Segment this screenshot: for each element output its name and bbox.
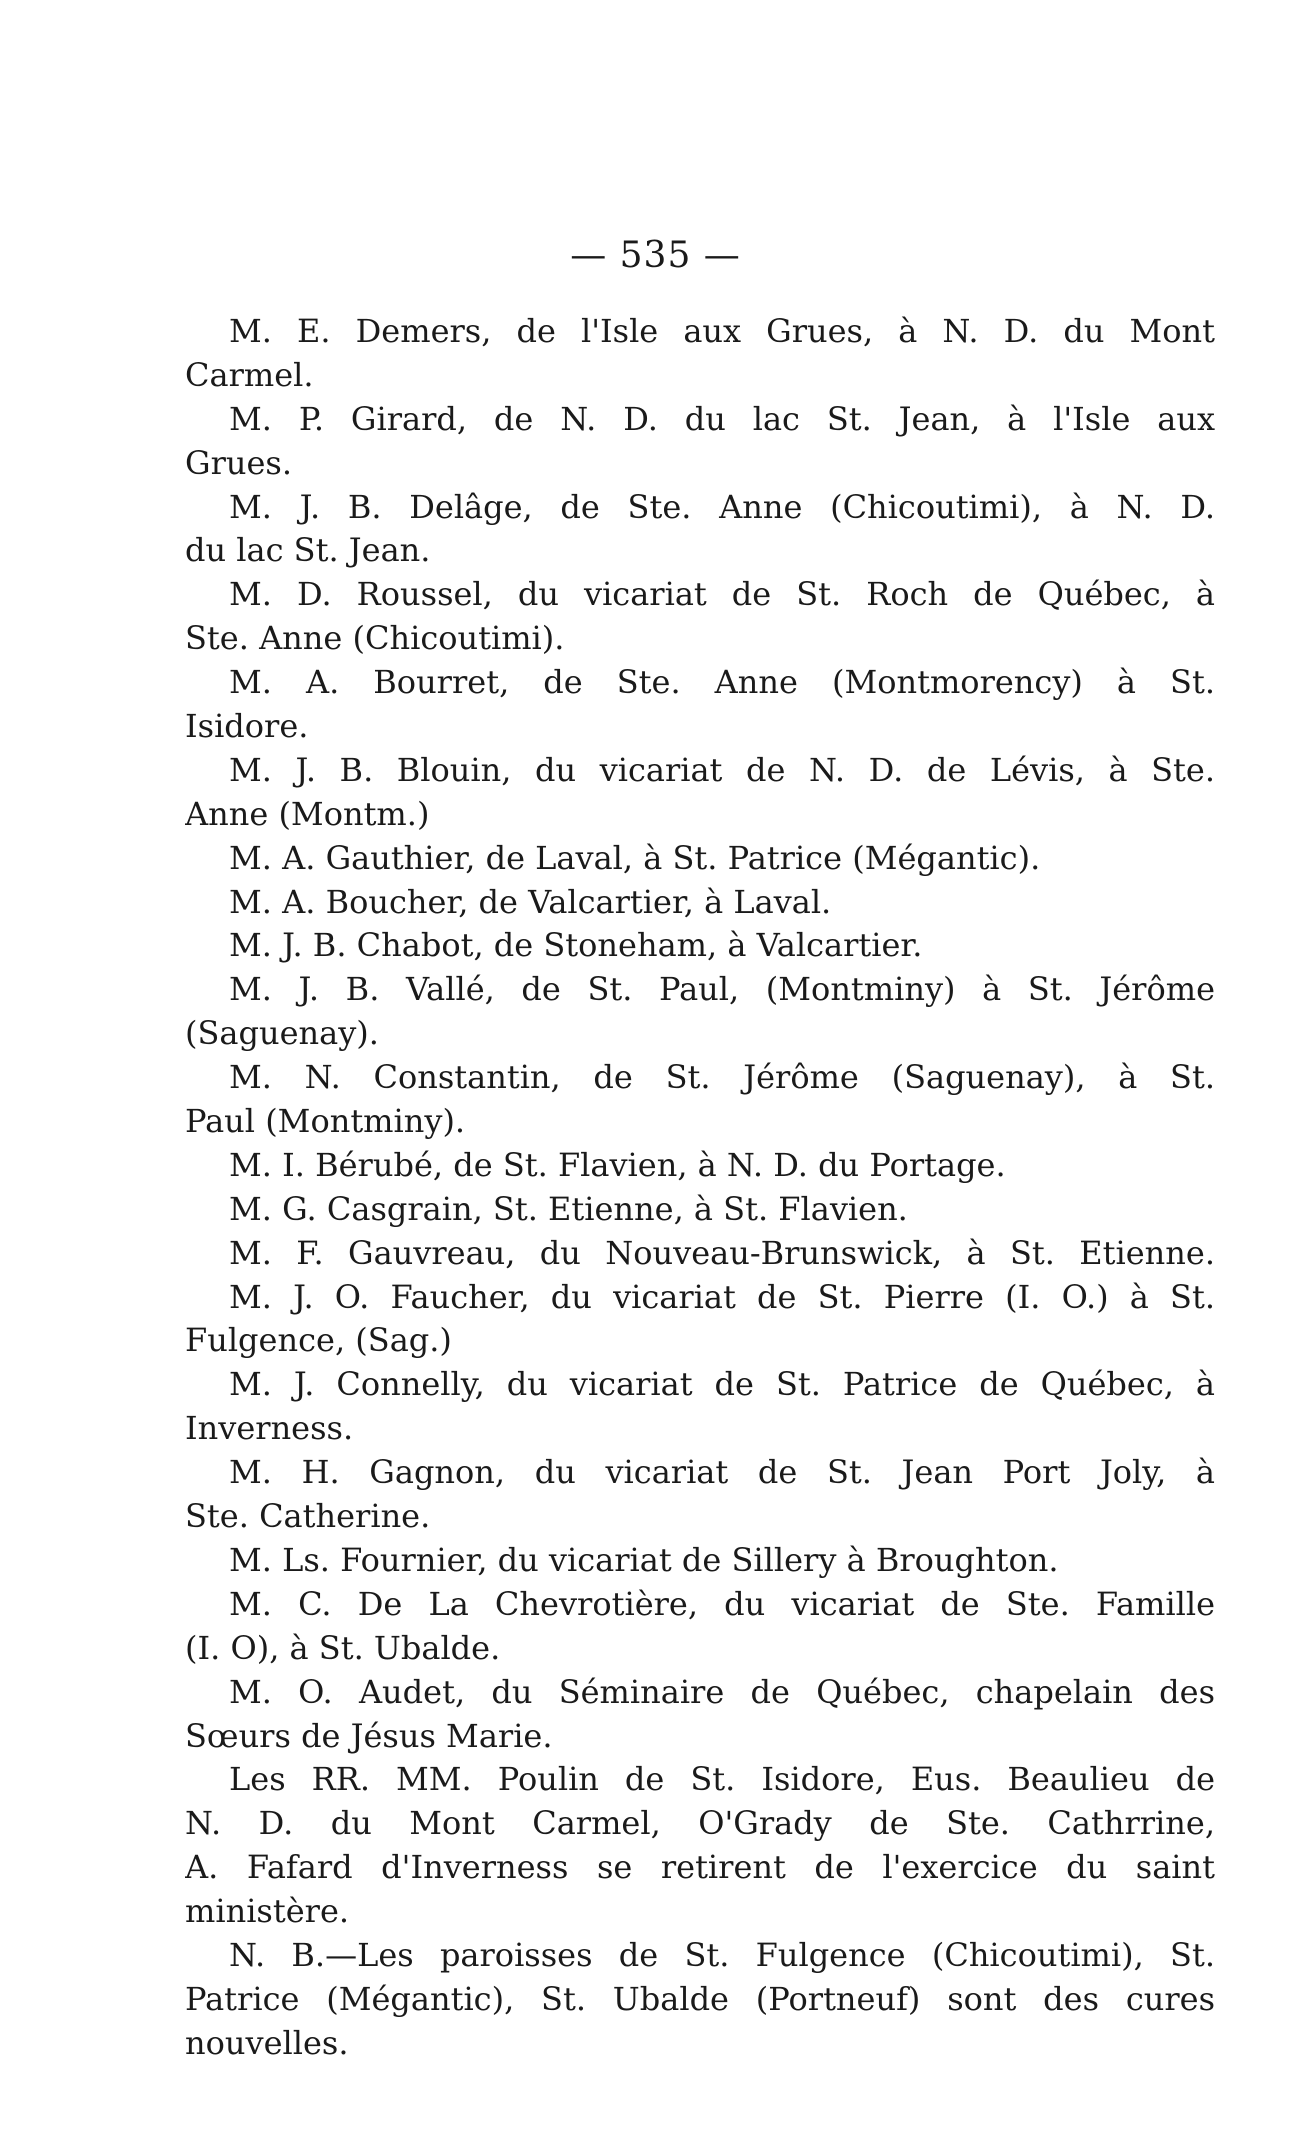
- text-line: M. A. Bourret, de Ste. Anne (Montmorency) à St.: [229, 663, 1215, 702]
- text-line: N. B.—Les paroisses de St. Fulgence (Chicoutimi), St.: [229, 1935, 1215, 1974]
- text-line: M. J. Connelly, du vicariat de St. Patrice de Québec, à: [229, 1365, 1215, 1404]
- text-line: Fulgence, (Sag.): [185, 1321, 452, 1360]
- appointments-text: [185, 310, 1215, 2066]
- text-line: M. C. De La Chevrotière, du vicariat de Ste. Famille: [229, 1584, 1215, 1623]
- text-line: M. A. Boucher, de Valcartier, à Laval.: [229, 882, 832, 921]
- text-line: Ste. Catherine.: [185, 1497, 431, 1536]
- text-line: M. H. Gagnon, du vicariat de St. Jean Port Joly, à: [229, 1453, 1215, 1492]
- page-number: — 535 —: [570, 235, 741, 276]
- text-line: Anne (Montm.): [185, 794, 430, 833]
- text-line: M. O. Audet, du Séminaire de Québec, chapelain des: [229, 1672, 1215, 1711]
- text-line: M. J. B. Delâge, de Ste. Anne (Chicoutimi), à N. D.: [229, 487, 1215, 526]
- text-line: M. P. Girard, de N. D. du lac St. Jean, à l'Isle aux: [229, 399, 1215, 438]
- text-line: nouvelles.: [185, 2023, 349, 2062]
- text-line: Ste. Anne (Chicoutimi).: [185, 619, 565, 658]
- text-line: du lac St. Jean.: [185, 531, 431, 570]
- text-line: M. J. B. Blouin, du vicariat de N. D. de Lévis, à Ste.: [229, 750, 1215, 789]
- text-line: Sœurs de Jésus Marie.: [185, 1716, 553, 1755]
- text-line: M. E. Demers, de l'Isle aux Grues, à N. D. du Mont: [229, 312, 1215, 350]
- text-line: M. F. Gauvreau, du Nouveau-Brunswick, à St. Etienne.: [229, 1233, 1215, 1272]
- text-line: M. A. Gauthier, de Laval, à St. Patrice (Mégantic).: [229, 838, 1041, 877]
- text-line: Carmel.: [185, 355, 314, 394]
- text-line: N. D. du Mont Carmel, O'Grady de Ste. Cathrrine,: [185, 1804, 1215, 1843]
- text-line: Patrice (Mégantic), St. Ubalde (Portneuf) sont des cures: [185, 1979, 1215, 2018]
- text-line: M. N. Constantin, de St. Jérôme (Saguenay), à St.: [229, 1058, 1215, 1097]
- text-line: Inverness.: [185, 1409, 354, 1448]
- text-line: M. Ls. Fournier, du vicariat de Sillery à Broughton.: [229, 1540, 1059, 1579]
- text-line: M. G. Casgrain, St. Etienne, à St. Flavien.: [229, 1189, 908, 1228]
- text-line: Les RR. MM. Poulin de St. Isidore, Eus. Beaulieu de: [229, 1760, 1215, 1799]
- text-line: Isidore.: [185, 707, 309, 746]
- text-line: M. J. B. Vallé, de St. Paul, (Montminy) à St. Jérôme: [229, 970, 1215, 1009]
- text-line: Paul (Montminy).: [185, 1102, 466, 1141]
- text-line: (Saguenay).: [185, 1014, 379, 1053]
- text-line: M. J. B. Chabot, de Stoneham, à Valcartier.: [229, 926, 923, 965]
- text-line: ministère.: [185, 1892, 350, 1931]
- text-line: A. Fafard d'Inverness se retirent de l'exercice du saint: [185, 1848, 1215, 1887]
- text-line: M. D. Roussel, du vicariat de St. Roch de Québec, à: [229, 575, 1215, 614]
- text-line: M. I. Bérubé, de St. Flavien, à N. D. du Portage.: [229, 1145, 1006, 1184]
- text-line: M. J. O. Faucher, du vicariat de St. Pierre (I. O.) à St.: [229, 1277, 1215, 1316]
- text-line: (I. O), à St. Ubalde.: [185, 1628, 501, 1667]
- text-line: Grues.: [185, 443, 292, 482]
